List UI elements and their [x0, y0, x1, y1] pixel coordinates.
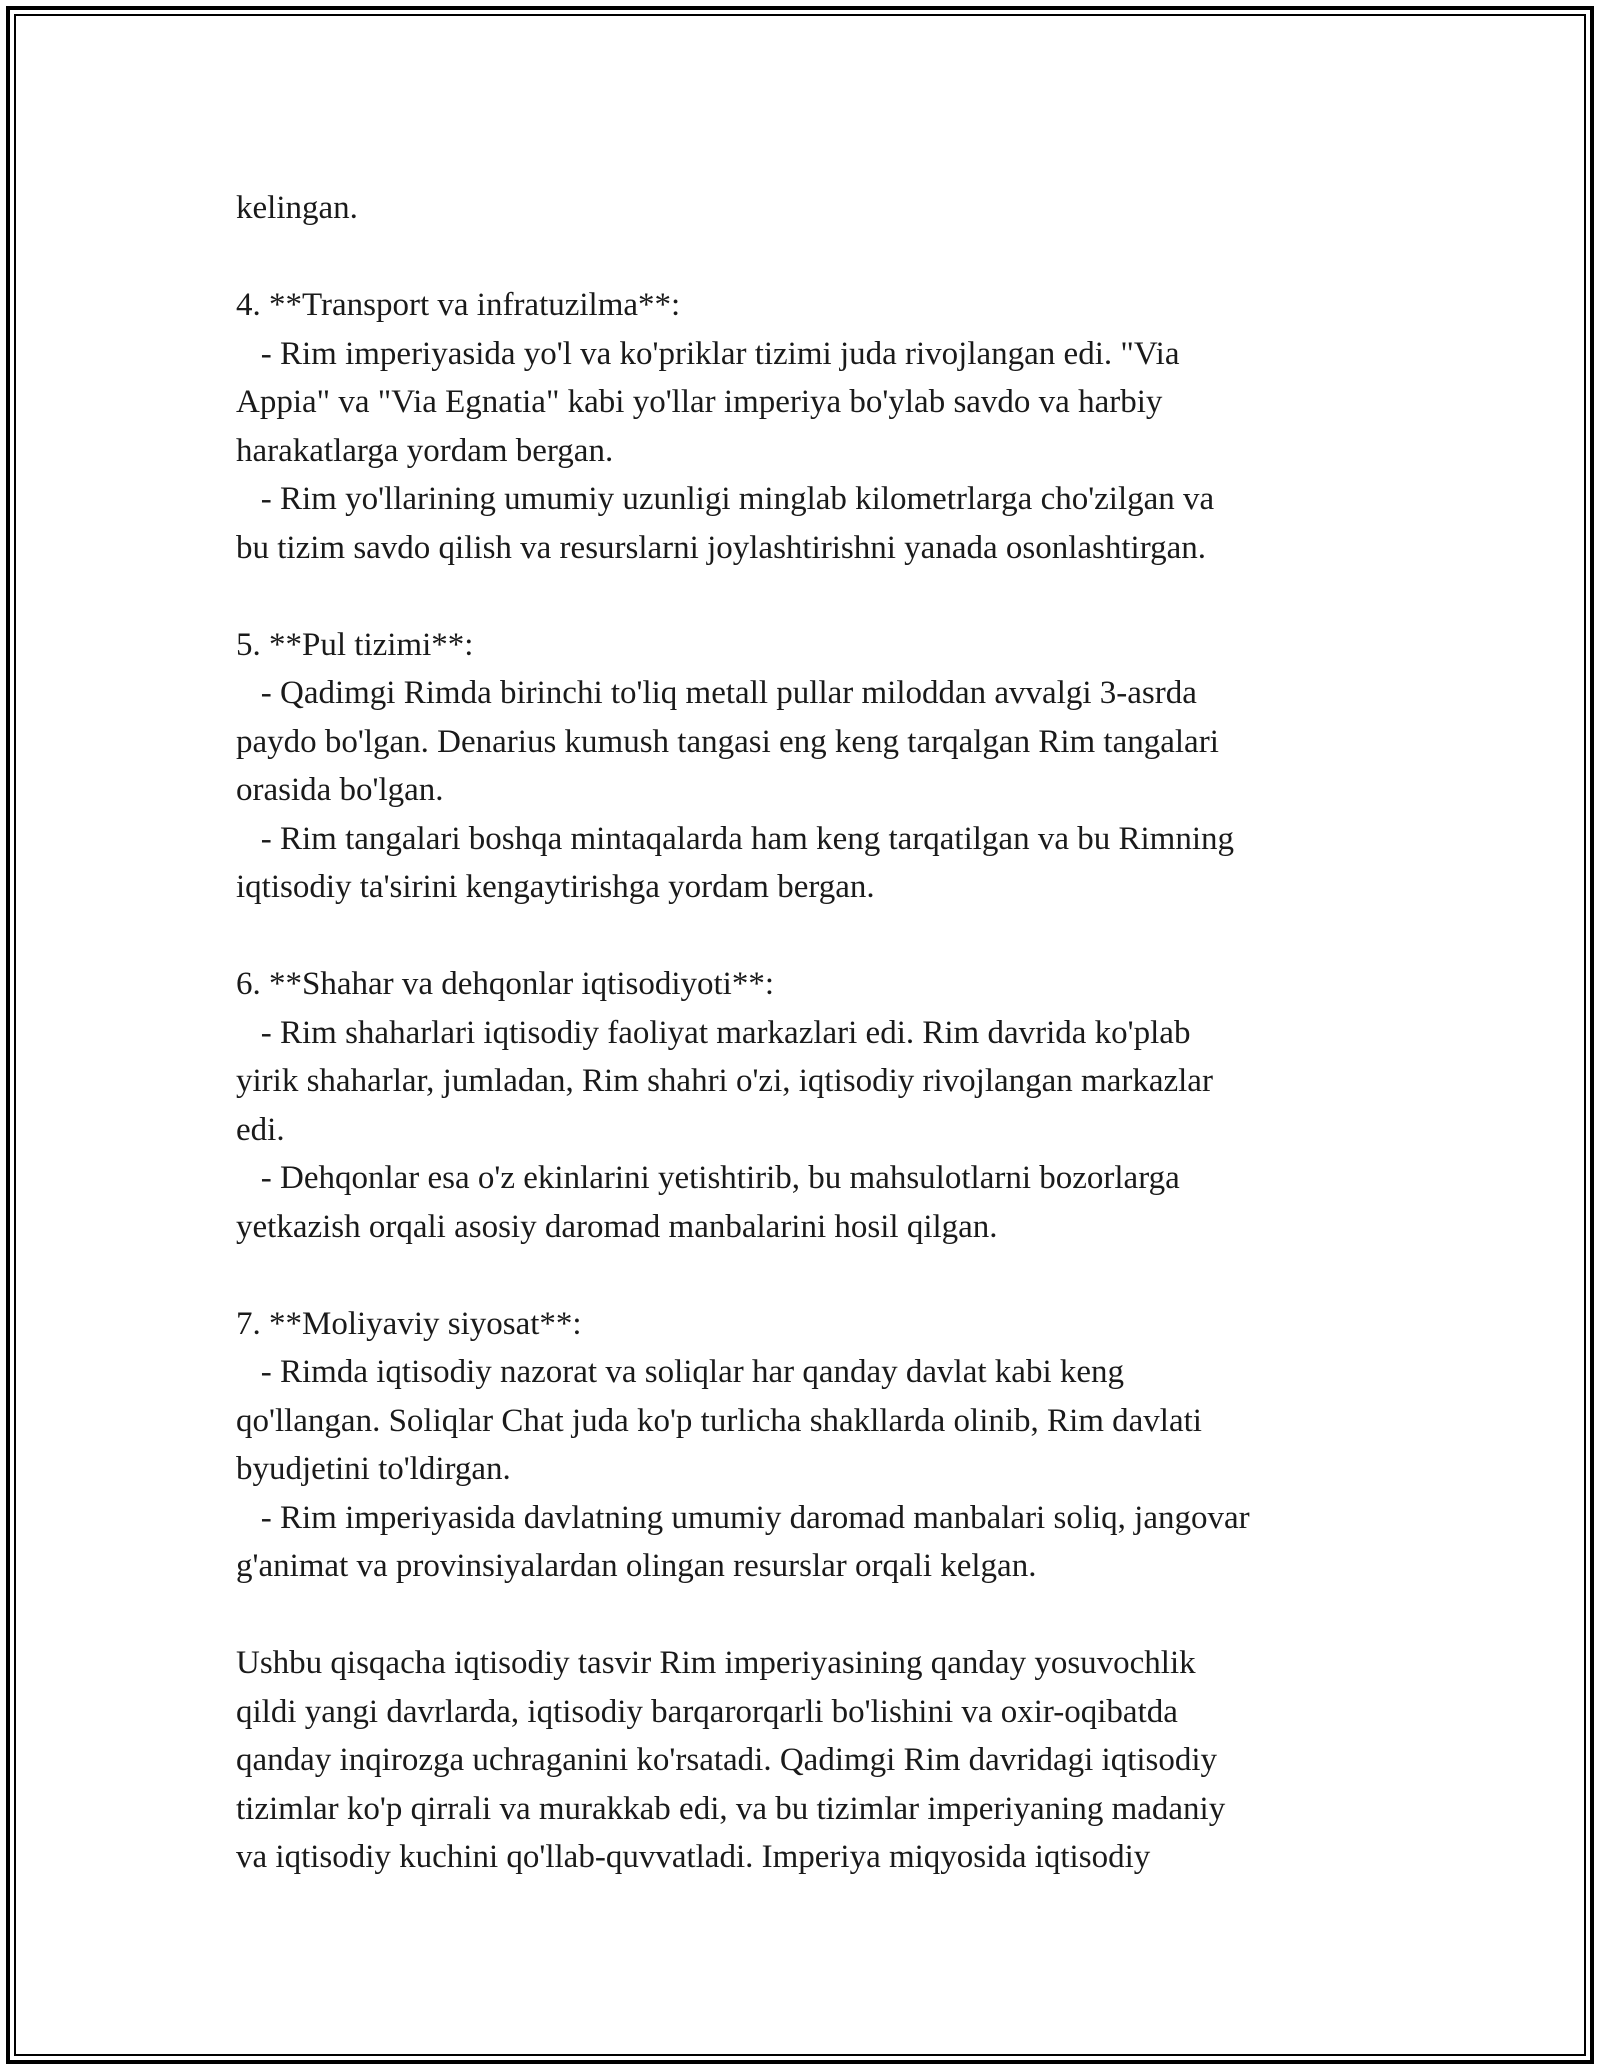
- text-line: - Rimda iqtisodiy nazorat va soliqlar har qanday davlat kabi keng: [236, 1354, 1125, 1390]
- text-line: qo'llangan. Soliqlar Chat juda ko'p turlicha shakllarda olinib, Rim davlati: [236, 1402, 1202, 1439]
- text-line: paydo bo'lgan. Denarius kumush tangasi eng keng tarqalgan Rim tangalari: [236, 723, 1219, 760]
- text-line: - Qadimgi Rimda birinchi to'liq metall pullar miloddan avvalgi 3-asrda: [236, 675, 1197, 711]
- text-line: - Rim shaharlari iqtisodiy faoliyat markazlari edi. Rim davrida ko'plab: [236, 1014, 1191, 1051]
- text-line: qanday inqirozga uchraganini ko'rsatadi. Qadimgi Rim davridagi iqtisodiy: [236, 1742, 1218, 1778]
- document-body: [236, 184, 1396, 1882]
- text-line: - Rim tangalari boshqa mintaqalarda ham keng tarqatilgan va bu Rimning: [236, 820, 1234, 857]
- text-line: - Rim imperiyasida davlatning umumiy daromad manbalari soliq, jangovar: [236, 1499, 1250, 1536]
- text-line: harakatlarga yordam bergan.: [236, 432, 614, 469]
- section-heading: 6. **Shahar va dehqonlar iqtisodiyoti**:: [236, 966, 775, 1002]
- text-line: tizimlar ko'p qirrali va murakkab edi, va bu tizimlar imperiyaning madaniy: [236, 1790, 1226, 1827]
- section-heading: 7. **Moliyaviy siyosat**:: [236, 1305, 582, 1342]
- blank-line: [236, 1591, 1396, 1640]
- text-line: bu tizim savdo qilish va resurslarni joylashtirishni yanada osonlashtirgan.: [236, 529, 1206, 566]
- blank-line: [236, 912, 1396, 961]
- text-line: Appia" va "Via Egnatia" kabi yo'llar imperiya bo'ylab savdo va harbiy: [236, 384, 1163, 420]
- section-heading: 4. **Transport va infratuzilma**:: [236, 287, 681, 323]
- text-line: qildi yangi davrlarda, iqtisodiy barqarorqarli bo'lishini va oxir-oqibatda: [236, 1693, 1178, 1730]
- text-line: kelingan.: [236, 190, 358, 226]
- text-line: g'animat va provinsiyalardan olingan resurslar orqali kelgan.: [236, 1548, 1037, 1584]
- section-heading: 5. **Pul tizimi**:: [236, 626, 474, 663]
- text-line: - Rim yo'llarining umumiy uzunligi minglab kilometrlarga cho'zilgan va: [236, 481, 1215, 517]
- text-line: edi.: [236, 1111, 285, 1148]
- text-line: yetkazish orqali asosiy daromad manbalarini hosil qilgan.: [236, 1208, 998, 1245]
- blank-line: [236, 233, 1396, 282]
- text-line: byudjetini to'ldirgan.: [236, 1451, 511, 1487]
- text-line: - Rim imperiyasida yo'l va ko'priklar tizimi juda rivojlangan edi. "Via: [236, 335, 1180, 372]
- text-line: - Dehqonlar esa o'z ekinlarini yetishtirib, bu mahsulotlarni bozorlarga: [236, 1160, 1180, 1196]
- text-line: Ushbu qisqacha iqtisodiy tasvir Rim imperiyasining qanday yosuvochlik: [236, 1645, 1196, 1681]
- text-line: va iqtisodiy kuchini qo'llab-quvvatladi. Imperiya miqyosida iqtisodiy: [236, 1839, 1151, 1875]
- text-line: iqtisodiy ta'sirini kengaytirishga yordam bergan.: [236, 869, 875, 905]
- blank-line: [236, 572, 1396, 621]
- text-line: orasida bo'lgan.: [236, 772, 444, 808]
- blank-line: [236, 1251, 1396, 1300]
- text-line: yirik shaharlar, jumladan, Rim shahri o'zi, iqtisodiy rivojlangan markazlar: [236, 1063, 1213, 1099]
